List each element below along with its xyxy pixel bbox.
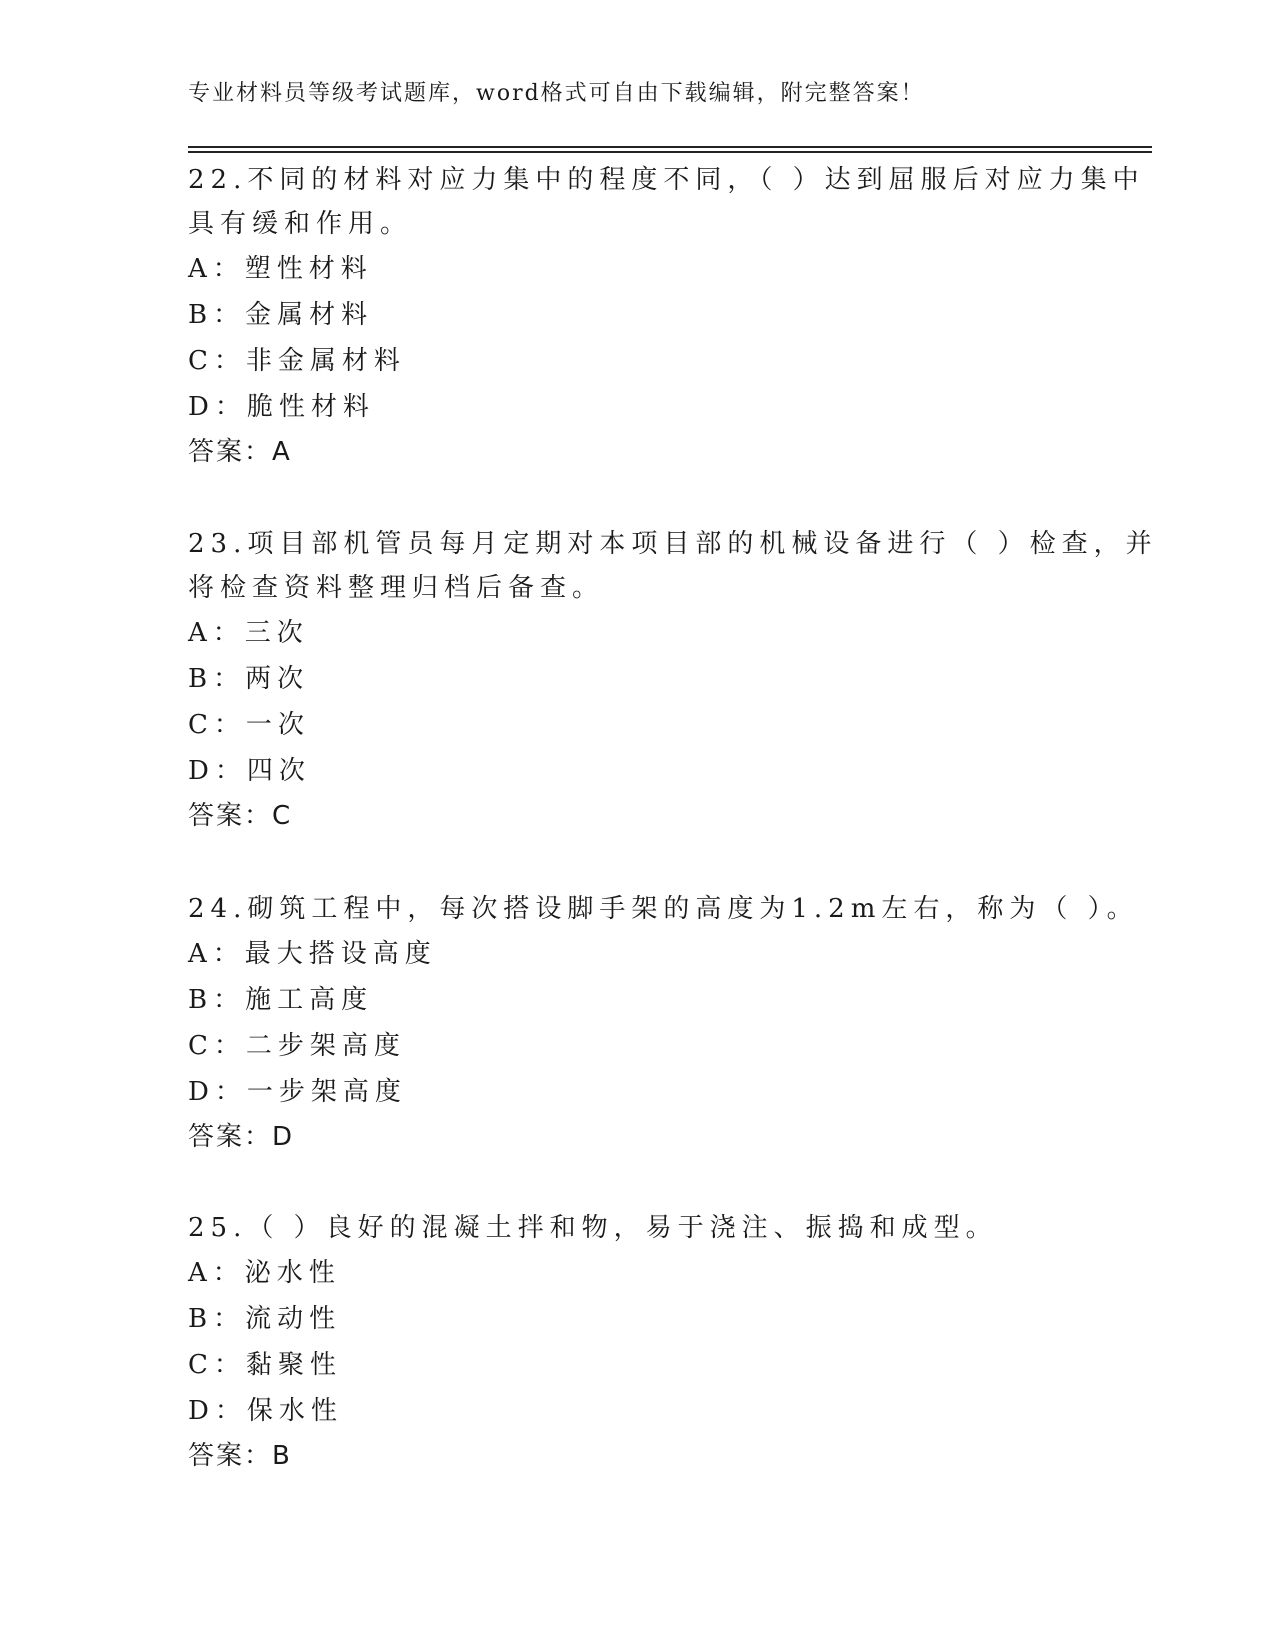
header-rule-bottom: [188, 151, 1152, 153]
answer-text: 答案：B: [188, 1441, 292, 1471]
option-b: B：施工高度: [188, 985, 374, 1015]
answer-text: 答案：A: [188, 437, 292, 467]
question-23: [188, 522, 1158, 838]
question-22: [188, 158, 1145, 474]
option-a: A：塑性材料: [188, 254, 373, 284]
question-text-line: 24.砌筑工程中，每次搭设脚手架的高度为1.2m左右，称为（ ）。: [188, 894, 1139, 924]
question-text-line: 22.不同的材料对应力集中的程度不同，（ ）达到屈服后对应力集中: [188, 165, 1145, 195]
question-text-line: 将检查资料整理归档后备查。: [188, 573, 605, 603]
option-d: D：脆性材料: [188, 392, 375, 422]
option-d: D：一步架高度: [188, 1077, 407, 1107]
answer-text: 答案：C: [188, 801, 293, 831]
header-title: 专业材料员等级考试题库，word格式可自由下载编辑，附完整答案！: [188, 81, 925, 106]
option-d: D：保水性: [188, 1396, 343, 1426]
option-a: A：泌水性: [188, 1258, 341, 1288]
option-b: B：流动性: [188, 1304, 342, 1334]
header-rule-top: [188, 146, 1152, 148]
option-b: B：两次: [188, 664, 310, 694]
option-b: B：金属材料: [188, 300, 374, 330]
question-25: [188, 1206, 1088, 1478]
answer-text: 答案：D: [188, 1122, 295, 1152]
question-text-line: 具有缓和作用。: [188, 209, 413, 239]
option-c: C：一次: [188, 710, 310, 740]
question-24: [188, 887, 1139, 1159]
option-a: A：三次: [188, 618, 309, 648]
question-text-line: 25.（ ）良好的混凝土拌和物，易于浇注、振捣和成型。: [188, 1213, 998, 1243]
question-text-line: 23.项目部机管员每月定期对本项目部的机械设备进行（ ）检查，并: [188, 529, 1158, 559]
option-c: C：非金属材料: [188, 346, 406, 376]
option-c: C：黏聚性: [188, 1350, 342, 1380]
option-a: A：最大搭设高度: [188, 939, 437, 969]
option-d: D：四次: [188, 756, 311, 786]
option-c: C：二步架高度: [188, 1031, 406, 1061]
